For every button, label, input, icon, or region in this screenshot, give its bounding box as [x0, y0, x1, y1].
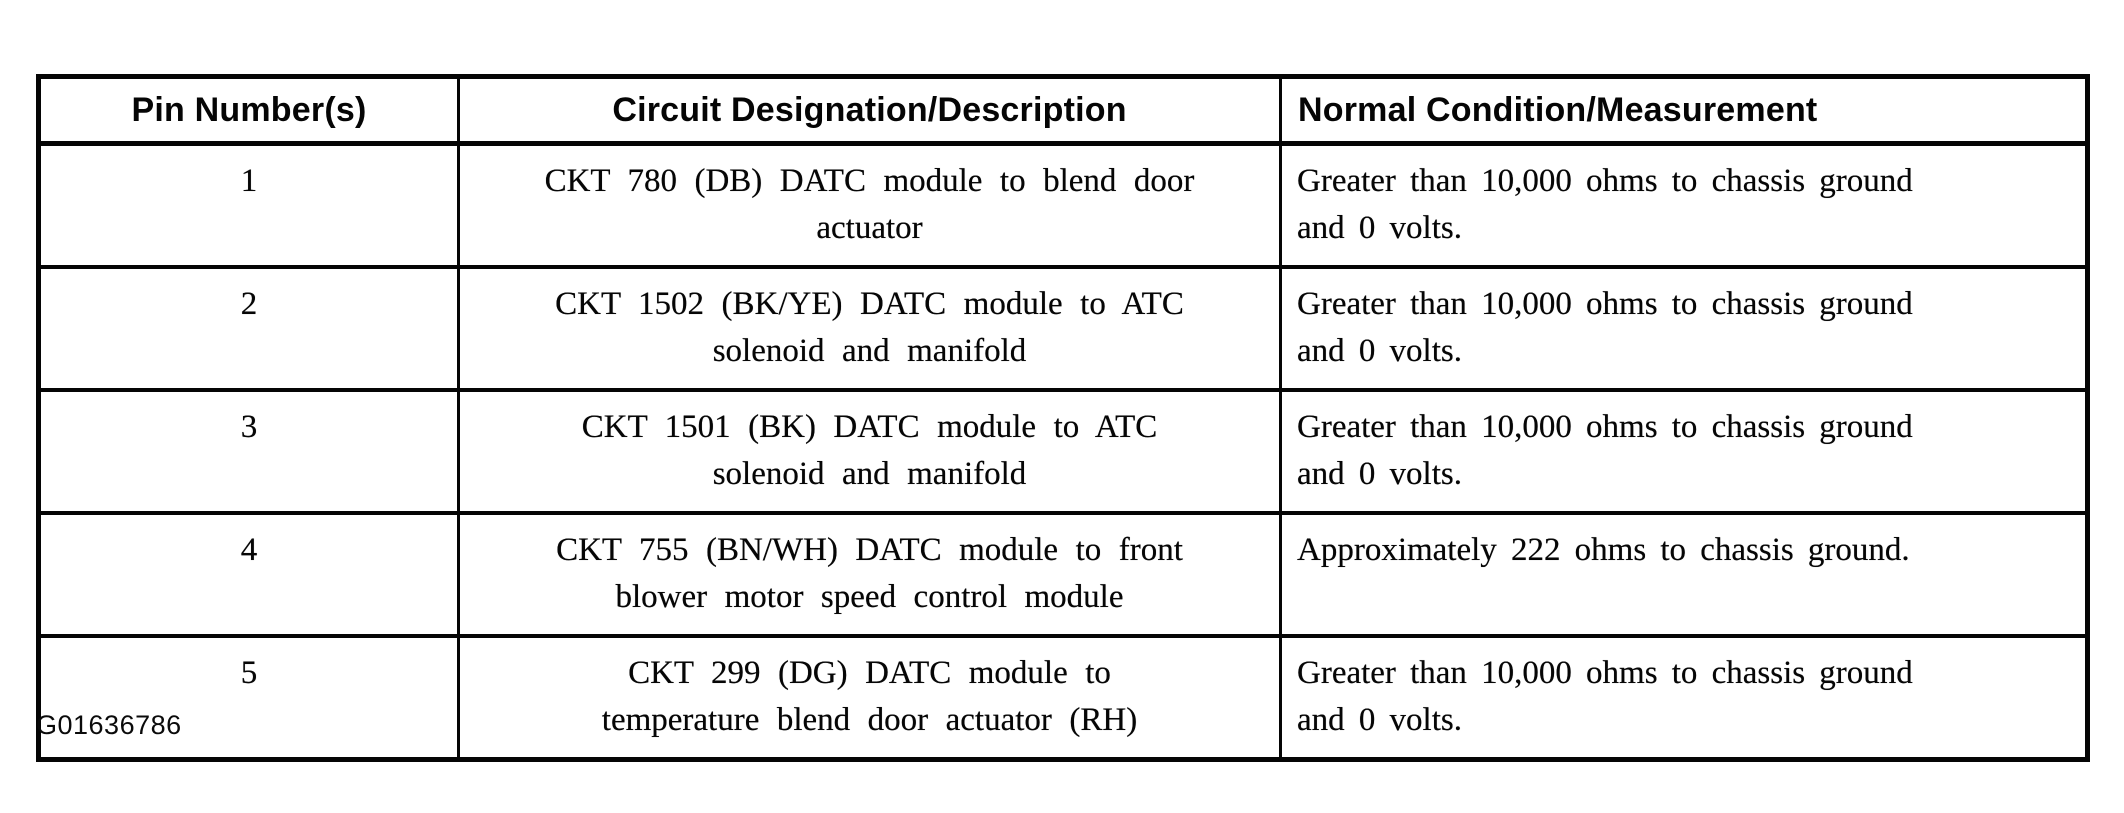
pin-connector-table: [36, 74, 2090, 762]
condition-cell: [1281, 513, 2088, 636]
pin-number-cell: [39, 267, 459, 390]
circuit-line: CKT 1501 (BK) DATC module to ATC: [581, 409, 1158, 445]
circuit-description-cell: [459, 513, 1281, 636]
circuit-line: solenoid and manifold: [712, 333, 1027, 369]
circuit-line: actuator: [816, 210, 923, 246]
circuit-line: CKT 1502 (BK/YE) DATC module to ATC: [555, 286, 1184, 322]
table-row: [39, 267, 2088, 390]
condition-line: and 0 volts.: [1297, 333, 1462, 369]
table-header-row: [39, 77, 2088, 144]
condition-line: and 0 volts.: [1297, 210, 1462, 246]
pin-number: 2: [240, 286, 258, 322]
col-header-pin-numbers: Pin Number(s): [39, 77, 459, 144]
circuit-line: CKT 755 (BN/WH) DATC module to front: [556, 532, 1183, 568]
pin-number-cell: [39, 390, 459, 513]
condition-line: Greater than 10,000 ohms to chassis ground: [1297, 655, 1913, 691]
circuit-line: CKT 299 (DG) DATC module to: [628, 655, 1111, 691]
circuit-line: solenoid and manifold: [712, 456, 1027, 492]
circuit-description-cell: [459, 144, 1281, 268]
condition-line: and 0 volts.: [1297, 456, 1462, 492]
condition-line: and 0 volts.: [1297, 702, 1462, 738]
table-row: [39, 636, 2088, 760]
pin-number: 5: [240, 655, 258, 691]
condition-line: Approximately 222 ohms to chassis ground.: [1297, 532, 1910, 568]
table-row: [39, 390, 2088, 513]
condition-line: Greater than 10,000 ohms to chassis ground: [1297, 163, 1913, 199]
pin-number: 1: [240, 163, 258, 199]
circuit-description-cell: [459, 636, 1281, 760]
condition-line: Greater than 10,000 ohms to chassis ground: [1297, 286, 1913, 322]
pin-number-cell: [39, 513, 459, 636]
condition-cell: [1281, 144, 2088, 268]
table-row: [39, 513, 2088, 636]
pin-number: 4: [240, 532, 258, 568]
col-header-normal-condition: Normal Condition/Measurement: [1281, 77, 2088, 144]
circuit-description-cell: [459, 390, 1281, 513]
condition-cell: [1281, 636, 2088, 760]
circuit-line: blower motor speed control module: [615, 579, 1124, 615]
pin-number: 3: [240, 409, 258, 445]
table-row: [39, 144, 2088, 268]
figure-id-label: G01636786: [36, 710, 182, 740]
condition-cell: [1281, 390, 2088, 513]
condition-line: Greater than 10,000 ohms to chassis ground: [1297, 409, 1913, 445]
circuit-description-cell: [459, 267, 1281, 390]
pin-number-cell: [39, 144, 459, 268]
circuit-line: temperature blend door actuator (RH): [601, 702, 1138, 738]
circuit-line: CKT 780 (DB) DATC module to blend door: [544, 163, 1195, 199]
col-header-circuit-designation: Circuit Designation/Description: [459, 77, 1281, 144]
condition-cell: [1281, 267, 2088, 390]
